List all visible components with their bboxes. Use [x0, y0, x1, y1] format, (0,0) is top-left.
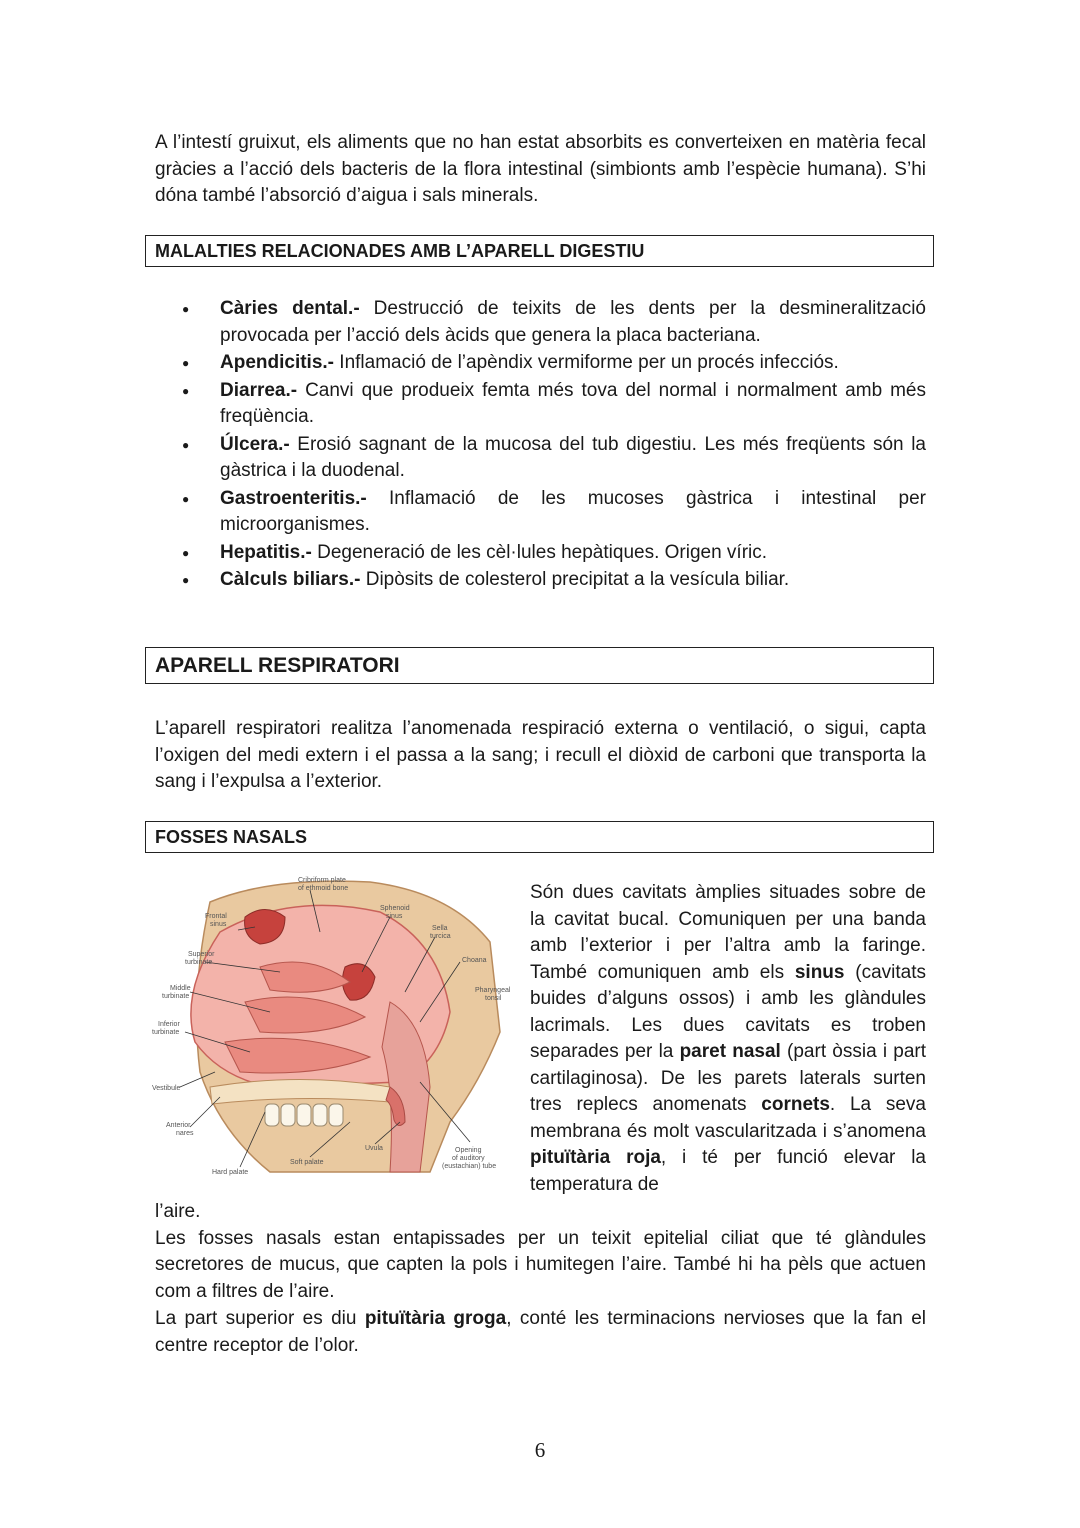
list-item: ● Úlcera.- Erosió sagnant de la mucosa del tub digestiu. Les més freqüents són la gàstrica i la duodenal.: [185, 432, 926, 485]
nasal-wrap-text: Són dues cavitats àmplies situades sobre de la cavitat bucal. Comuniquen per una banda amb l’exterior i per l’altra amb la faringe. També comuniquen amb els sinus (cavitats buides d’alguns ossos) i amb les glàndules lacrimals. Les dues cavitats es troben separades per la paret nasal (part òssia i part cartilaginosa). De les parets laterals surten tres replecs anomenats cornets. La seva membrana és molt vascularitzada i s’anomena pituïtària roja, i té per funció elevar la temperatura de: [530, 882, 927, 1195]
label-pharyngeal: Pharyngeal: [475, 987, 511, 994]
label-inferior: Inferior: [158, 1021, 180, 1028]
label-opening: Opening: [455, 1147, 482, 1154]
label-frontal: Frontal: [205, 913, 227, 920]
diseases-list: [185, 296, 926, 595]
label-frontal-2: sinus: [210, 921, 227, 928]
nasal-cavity-illustration: [150, 872, 520, 1182]
list-item: ● Hepatitis.- Degeneració de les cèl·lules hepàtiques. Origen víric.: [185, 540, 926, 567]
label-anterior-2: nares: [176, 1130, 194, 1137]
list-item: ● Càries dental.- Destrucció de teixits de les dents per la desmineralització provocada per l’acció dels àcids que genera la placa bacteriana.: [185, 296, 926, 349]
label-vestibule: Vestibule: [152, 1085, 181, 1092]
label-cribriform-2: of ethmoid bone: [298, 885, 349, 892]
respiratory-paragraph: L’aparell respiratori realitza l’anomenada respiració externa o ventilació, o sigui, capta l’oxigen del medi extern i el passa a la sang; i recull el diòxid de carboni que transporta la sang i l’expulsa a l’exterior.: [155, 718, 926, 792]
label-anterior: Anterior: [166, 1122, 191, 1129]
label-inferior-2: turbinate: [152, 1029, 180, 1036]
nasal-heading: FOSSES NASALS: [155, 827, 308, 847]
page-number: 6: [534, 1438, 546, 1462]
label-cribriform: Cribriform plate: [298, 877, 346, 884]
label-superior-2: turbinate: [185, 959, 213, 966]
respiratory-heading: APARELL RESPIRATORI: [155, 654, 400, 677]
list-item: ● Diarrea.- Canvi que produeix femta més tova del normal i normalment amb més freqüència.: [185, 378, 926, 431]
label-sella: Sella: [432, 925, 448, 932]
label-sella-2: turcica: [430, 933, 451, 940]
label-choana: Choana: [462, 957, 487, 964]
label-opening-3: (eustachian) tube: [442, 1163, 497, 1170]
label-uvula: Uvula: [365, 1145, 383, 1152]
list-item: ● Càlculs biliars.- Dipòsits de colesterol precipitat a la vesícula biliar.: [185, 567, 926, 594]
label-hard-palate: Hard palate: [212, 1169, 249, 1176]
nasal-paragraph-2: l’aire. Les fosses nasals estan entapissades per un teixit epitelial ciliat que té glàndules secretores de mucus, que capten la pols i humitegen l’aire. També hi ha pèls que actuen com a filtres de l’aire.: [155, 1201, 926, 1302]
label-pharyngeal-2: tonsil: [485, 995, 502, 1002]
diseases-heading: MALALTIES RELACIONADES AMB L’APARELL DIGESTIU: [155, 241, 645, 261]
label-middle: Middle: [170, 985, 191, 992]
nasal-paragraph-3: La part superior es diu pituïtària groga, conté les terminacions nervioses que la fan el centre receptor de l’olor.: [155, 1308, 926, 1356]
respiratory-heading-box: [145, 647, 934, 684]
diseases-heading-box: [145, 235, 934, 267]
label-middle-2: turbinate: [162, 993, 190, 1000]
label-soft-palate: Soft palate: [290, 1159, 324, 1166]
list-item: ● Gastroenteritis.- Inflamació de les mucoses gàstrica i intestinal per microorganismes.: [185, 486, 926, 539]
list-item: ● Apendicitis.- Inflamació de l’apèndix vermiforme per un procés infecciós.: [185, 350, 926, 377]
label-opening-2: of auditory: [452, 1155, 485, 1162]
label-sphenoid-2: sinus: [386, 913, 403, 920]
label-superior: Superior: [188, 951, 215, 958]
label-sphenoid: Sphenoid: [380, 905, 410, 912]
intro-paragraph: A l’intestí gruixut, els aliments que no han estat absorbits es converteixen en matèria fecal gràcies a l’acció dels bacteris de la flora intestinal (simbionts amb l’espècie humana). S’hi dóna també l’absorció d’aigua i sals minerals.: [155, 132, 926, 206]
nasal-heading-box: [145, 821, 934, 853]
